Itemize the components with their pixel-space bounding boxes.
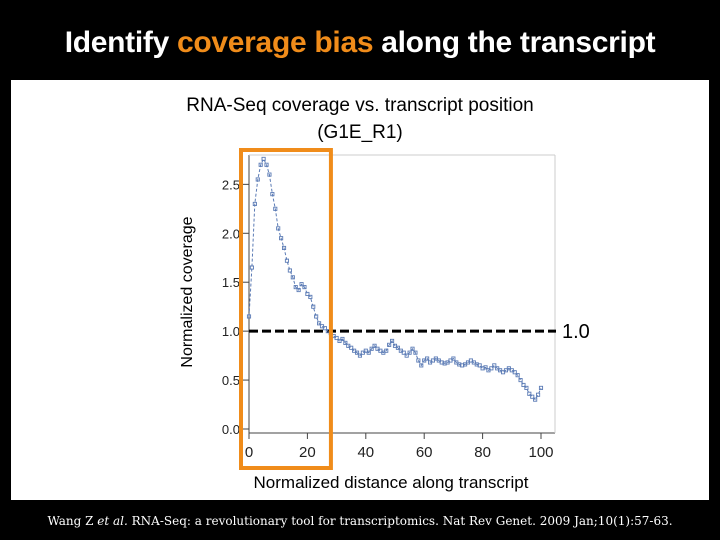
x-axis-label: Normalized distance along transcript — [253, 473, 529, 492]
chart-title-line1: RNA-Seq coverage vs. transcript position — [186, 95, 534, 116]
x-tick-label: 60 — [415, 444, 433, 461]
citation-italic: et al. — [97, 514, 128, 528]
y-tick-label: 2.5 — [221, 177, 240, 193]
coverage-point — [262, 157, 265, 160]
x-tick-label: 100 — [528, 444, 554, 461]
y-tick-label: 0.0 — [221, 422, 240, 437]
slide-title-post: along the transcript — [373, 26, 656, 59]
x-tick-label: 80 — [474, 444, 491, 461]
x-tick-label: 40 — [357, 444, 375, 461]
citation-post: RNA-Seq: a revolutionary tool for transcriptomics. Nat Rev Genet. 2009 Jan;10(1):57-63. — [127, 514, 673, 528]
y-tick-label: 1.5 — [221, 275, 240, 291]
y-axis-label: Normalized coverage — [179, 216, 196, 368]
x-tick-label: 0 — [244, 444, 254, 461]
y-tick-label: 2.0 — [221, 226, 240, 242]
y-tick-label: 1.0 — [221, 324, 240, 340]
chart-title-line2: (G1E_R1) — [317, 122, 403, 143]
citation — [0, 514, 720, 528]
x-tick-label: 20 — [299, 444, 316, 461]
reference-line-label: 1.0 — [562, 321, 590, 344]
highlight-box — [241, 150, 331, 468]
slide-title-highlight: coverage bias — [177, 26, 374, 59]
citation-pre: Wang Z — [47, 514, 98, 528]
y-tick-label: 0.5 — [221, 373, 240, 389]
slide-title-pre: Identify — [64, 26, 177, 59]
